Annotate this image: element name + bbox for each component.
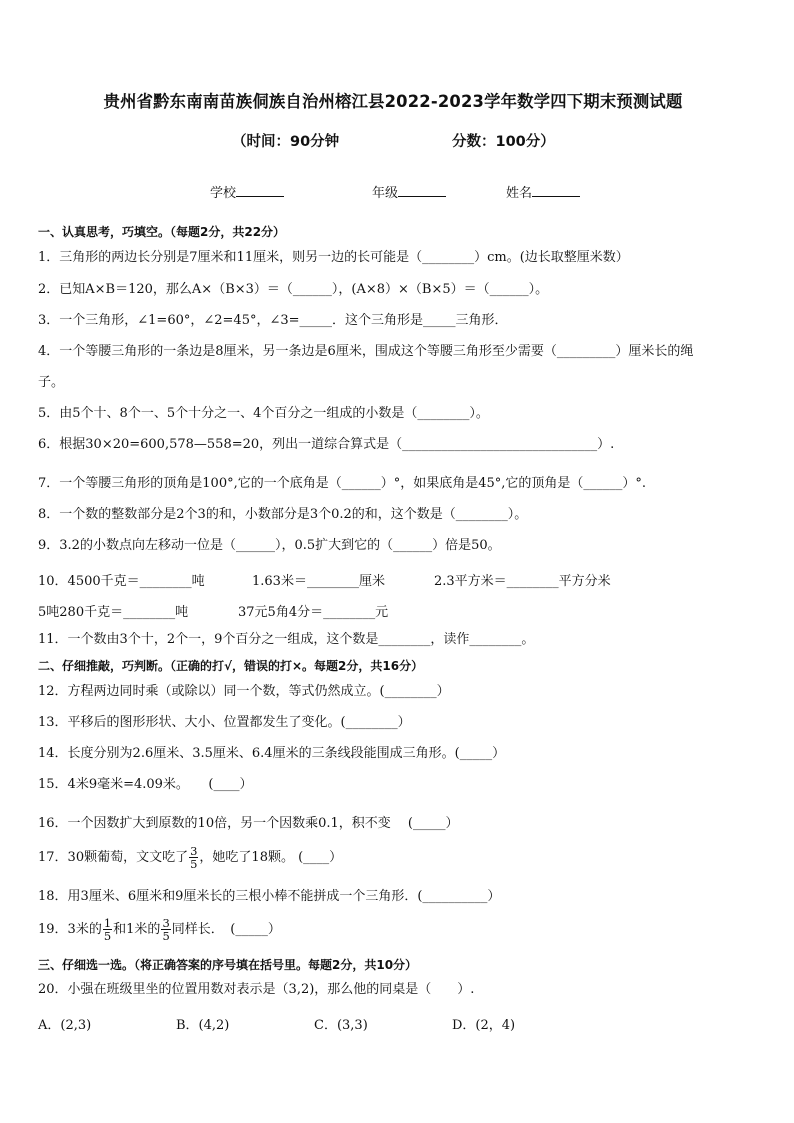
option-b: B．(4,2) bbox=[176, 1018, 230, 1033]
fraction-numerator: 1 bbox=[103, 916, 112, 930]
question-10e: 37元5角4分＝________元 bbox=[238, 605, 389, 620]
section-3-heading: 三、仔细选一选。（将正确答案的序号填在括号里。每题2分，共10分） bbox=[38, 958, 418, 972]
question-9: 9．3.2的小数点向左移动一位是（______），0.5扩大到它的（______）倍是50。 bbox=[38, 538, 501, 553]
option-c: C．(3,3) bbox=[314, 1018, 368, 1033]
question-8: 8．一个数的整数部分是2个3的和，小数部分是3个0.2的和，这个数是（________）。 bbox=[38, 507, 528, 522]
question-19-text: 19．3米的 bbox=[38, 922, 102, 937]
question-13: 13．平移后的图形形状、大小、位置都发生了变化。(________） bbox=[38, 715, 411, 730]
fraction-one-fifth bbox=[103, 917, 112, 942]
option-d: D．(2，4) bbox=[452, 1018, 516, 1033]
question-12: 12．方程两边同时乘（或除以）同一个数，等式仍然成立。(________） bbox=[38, 684, 450, 699]
school-blank bbox=[236, 184, 284, 197]
exam-time: （时间：90分钟 bbox=[232, 134, 340, 150]
question-19-mid: 和1米的 bbox=[113, 922, 161, 937]
question-11: 11．一个数由3个十，2个一，9个百分之一组成，这个数是________，读作________。 bbox=[38, 632, 535, 647]
fraction-denominator: 5 bbox=[162, 929, 170, 943]
question-19-tail: 同样长． (_____） bbox=[171, 922, 281, 937]
grade-field bbox=[372, 182, 446, 201]
fraction-numerator: 3 bbox=[162, 916, 170, 930]
question-10d: 5吨280千克＝________吨 bbox=[38, 605, 189, 620]
question-5: 5．由5个十、8个一、5个十分之一、4个百分之一组成的小数是（________）。 bbox=[38, 406, 489, 421]
question-1: 1．三角形的两边长分别是7厘米和11厘米，则另一边的长可能是（________）cm。(边长取整厘米数） bbox=[38, 250, 629, 265]
exam-title: 贵州省黔东南南苗族侗族自治州榕江县2022-2023学年数学四下期末预测试题 bbox=[103, 92, 683, 111]
question-4: 4．一个等腰三角形的一条边是8厘米，另一条边是6厘米，围成这个等腰三角形至少需要（_________）厘米长的绳 bbox=[38, 344, 694, 359]
name-label: 姓名 bbox=[506, 186, 533, 201]
question-10c: 2.3平方米＝________平方分米 bbox=[434, 574, 611, 589]
question-10a: 10．4500千克＝________吨 bbox=[38, 574, 205, 589]
name-field bbox=[506, 182, 580, 201]
section-1-heading: 一、认真思考，巧填空。（每题2分，共22分） bbox=[38, 225, 286, 239]
fraction-denominator: 5 bbox=[190, 857, 198, 871]
school-field bbox=[210, 182, 284, 201]
fraction-three-fifths bbox=[161, 917, 170, 942]
question-18: 18．用3厘米、6厘米和9厘米长的三根小棒不能拼成一个三角形．(__________） bbox=[38, 889, 501, 904]
question-15: 15．4米9毫米=4.09米。 (____） bbox=[38, 777, 253, 792]
question-17-tail: ，她吃了18颗。 (____） bbox=[199, 850, 343, 865]
question-16: 16．一个因数扩大到原数的10倍，另一个因数乘0.1，积不变 (_____） bbox=[38, 816, 459, 831]
question-2: 2．已知A×B＝120，那么A×（B×3）＝（______），(A×8）×（B×5）＝（______）。 bbox=[38, 282, 549, 297]
fraction-numerator: 3 bbox=[190, 844, 198, 858]
question-6: 6．根据30×20=600,578—558=20，列出一道综合算式是（______________________________）. bbox=[38, 437, 615, 452]
school-label: 学校 bbox=[210, 186, 237, 201]
question-10b: 1.63米＝________厘米 bbox=[252, 574, 385, 589]
section-2-heading: 二、仔细推敲，巧判断。（正确的打√，错误的打×。每题2分，共16分） bbox=[38, 659, 424, 673]
question-4-cont: 子。 bbox=[38, 375, 65, 390]
question-17-text: 17．30颗葡萄，文文吃了 bbox=[38, 850, 189, 865]
question-19 bbox=[38, 916, 281, 944]
question-17 bbox=[38, 844, 342, 872]
grade-blank bbox=[398, 184, 446, 197]
grade-label: 年级 bbox=[372, 186, 399, 201]
name-blank bbox=[532, 184, 580, 197]
fraction-denominator: 5 bbox=[103, 929, 112, 943]
fraction-three-fifths bbox=[189, 845, 198, 870]
question-20: 20．小强在班级里坐的位置用数对表示是（3,2)，那么他的同桌是（ ）. bbox=[38, 982, 475, 997]
option-a: A．(2,3) bbox=[38, 1018, 92, 1033]
question-14: 14．长度分别为2.6厘米、3.5厘米、6.4厘米的三条线段能围成三角形。(_____） bbox=[38, 746, 506, 761]
exam-score: 分数：100分） bbox=[452, 134, 555, 150]
question-7: 7．一个等腰三角形的顶角是100°,它的一个底角是（______）°，如果底角是45°,它的顶角是（______）°. bbox=[38, 476, 647, 491]
question-3: 3．一个三角形，∠1=60°，∠2=45°，∠3=_____．这个三角形是_____三角形． bbox=[38, 313, 508, 328]
